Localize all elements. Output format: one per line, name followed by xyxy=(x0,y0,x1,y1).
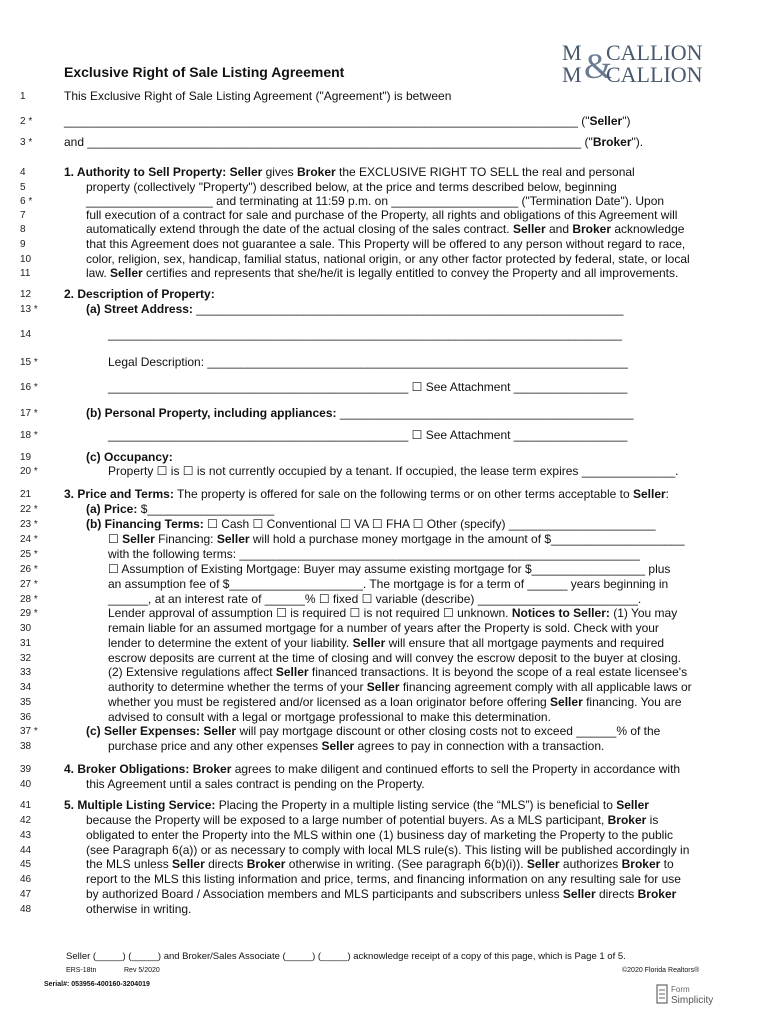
line-number: 36 xyxy=(20,712,32,723)
agreement-line xyxy=(86,902,191,917)
line-number: 21 xyxy=(20,489,32,500)
agreement-line xyxy=(86,406,633,421)
line-number: 6 * xyxy=(20,196,33,207)
line-text: (a) Price: xyxy=(86,502,138,516)
line-text: (see Paragraph 6(a)) or as necessary to comply with local MLS rule(s). This listing will be published accordingly in xyxy=(86,843,690,857)
agreement-line xyxy=(108,621,659,636)
line-text: Broker xyxy=(572,222,612,236)
line-number: 48 xyxy=(20,904,32,915)
line-text: lender to determine the extent of your liability. xyxy=(108,636,353,650)
fs-logo-form: Form xyxy=(671,985,690,994)
line-number: 17 * xyxy=(20,408,38,419)
line-text: agrees to pay in connection with a transaction. xyxy=(354,739,605,753)
line-number: 24 * xyxy=(20,534,38,545)
line-text: 4. Broker Obligations: Broker xyxy=(64,762,232,776)
line-text: authorizes xyxy=(559,857,622,871)
agreement-line xyxy=(64,487,669,502)
line-text: automatically extend through the date of the actual closing of the sales contract. xyxy=(86,222,513,236)
line-text: Legal Description: _______________________________________________________________ xyxy=(108,355,628,369)
line-text: with the following terms: ____________________________________________________________ xyxy=(108,547,640,561)
line-text: and __________________________________________________________________________ (" xyxy=(64,135,593,149)
agreement-line xyxy=(108,532,685,547)
line-text: and xyxy=(545,222,573,236)
line-text: the EXCLUSIVE RIGHT TO SELL the real and personal xyxy=(335,165,635,179)
line-text: this Agreement until a sales contract is pending on the Property. xyxy=(86,777,425,791)
line-number: 34 xyxy=(20,682,32,693)
line-text: escrow deposits are current at the time of closing and will convey the escrow deposit to the buyer at closing. xyxy=(108,651,681,665)
line-number: 11 xyxy=(20,268,31,279)
agreement-line xyxy=(108,355,628,370)
line-text: Seller xyxy=(203,724,237,738)
line-number: 28 * xyxy=(20,594,38,605)
line-text: gives xyxy=(262,165,297,179)
line-number: 2 * xyxy=(20,116,33,127)
agreement-line xyxy=(108,680,692,695)
agreement-line xyxy=(108,665,687,680)
line-number: 33 xyxy=(20,667,32,678)
line-number: 9 xyxy=(20,239,26,250)
line-number: 7 xyxy=(20,210,26,221)
line-text: Placing the Property in a multiple listing service (the “MLS”) is beneficial to xyxy=(215,798,617,812)
agreement-line xyxy=(86,724,660,739)
line-number: 18 * xyxy=(20,430,38,441)
agreement-line xyxy=(64,114,630,129)
line-text: Seller xyxy=(632,487,666,501)
agreement-line xyxy=(86,843,689,858)
line-text: (b) Personal Property, including appliances: xyxy=(86,406,337,420)
agreement-line xyxy=(108,327,622,342)
line-text: whether you must be registered and/or licensed as a loan originator before offering xyxy=(108,695,551,709)
line-number: 1 xyxy=(20,91,26,102)
line-text: advised to consult with a legal or mortgage professional to make this determination. xyxy=(108,710,551,724)
line-text: the MLS unless xyxy=(86,857,173,871)
agreement-line xyxy=(64,165,635,180)
line-number: 16 * xyxy=(20,382,38,393)
line-number: 3 * xyxy=(20,137,33,148)
line-text: 3. Price and Terms: xyxy=(64,487,174,501)
line-text: The property is offered for sale on the following terms or on other terms acceptable to xyxy=(173,487,633,501)
line-text: Seller xyxy=(122,532,155,546)
agreement-line xyxy=(108,562,670,577)
mccallion-logo xyxy=(560,40,730,86)
agreement-line xyxy=(108,577,668,592)
line-number: 37 * xyxy=(20,726,38,737)
line-text: "). xyxy=(631,135,644,149)
line-text: will pay mortgage discount or other closing costs not to exceed ______% of the xyxy=(236,724,661,738)
line-text: Seller xyxy=(216,532,250,546)
line-text: _____________________________________________ ☐ See Attachment _________________ xyxy=(108,428,628,442)
line-text: 5. Multiple Listing Service: xyxy=(64,798,216,812)
line-text: ☐ Cash ☐ Conventional ☐ VA ☐ FHA ☐ Other (specify) ______________________ xyxy=(203,517,656,531)
line-text: remain liable for an assumed mortgage for a number of years after the Property is sold. Check with your xyxy=(108,621,659,635)
line-text: financing. You are xyxy=(582,695,682,709)
line-text: (c) Occupancy: xyxy=(86,450,173,464)
line-number: 29 * xyxy=(20,608,38,619)
agreement-line xyxy=(86,222,684,237)
agreement-line xyxy=(86,302,623,317)
line-text: Notices to Seller: xyxy=(511,606,610,620)
line-text: Seller xyxy=(229,165,263,179)
line-number: 46 xyxy=(20,874,32,885)
line-number: 44 xyxy=(20,845,32,856)
line-number: 30 xyxy=(20,623,32,634)
line-number: 5 xyxy=(20,182,26,193)
agreement-line xyxy=(86,180,617,195)
line-text: Seller xyxy=(512,222,546,236)
line-text: ________________________________________________________________ xyxy=(192,302,624,316)
line-text: Seller xyxy=(589,114,623,128)
line-text: ☐ xyxy=(108,532,123,546)
line-text: _____________________________________________________________________________ xyxy=(108,327,622,341)
line-text: Lender approval of assumption ☐ is required ☐ is not required ☐ unknown. xyxy=(108,606,512,620)
line-text: is xyxy=(646,813,659,827)
form-number: ERS-18tn xyxy=(66,967,97,974)
line-text: to xyxy=(660,857,674,871)
line-text: report to the MLS this listing information and price, terms, and financing information on any resulting sale for use xyxy=(86,872,681,886)
line-text: Seller xyxy=(550,695,583,709)
line-text: will ensure that all mortgage payments and required xyxy=(385,636,665,650)
line-text: Broker xyxy=(592,135,632,149)
agreement-line xyxy=(86,266,678,281)
line-number: 19 xyxy=(20,452,32,463)
line-text: (1) You may xyxy=(609,606,678,620)
logo-m-top: M xyxy=(562,40,582,65)
line-text: obligated to enter the Property into the MLS within one (1) business day of marketing the Property to the public xyxy=(86,828,673,842)
agreement-line xyxy=(86,252,690,267)
form-simplicity-logo xyxy=(656,982,726,1006)
line-text: agrees to make diligent and continued efforts to sell the Property in accordance with xyxy=(231,762,681,776)
line-text: acknowledge xyxy=(611,222,685,236)
agreement-line xyxy=(86,194,664,209)
line-text: (2) Extensive regulations affect xyxy=(108,665,276,679)
line-number: 15 * xyxy=(20,357,38,368)
agreement-line xyxy=(86,828,673,843)
line-number: 25 * xyxy=(20,549,38,560)
acknowledgement-line: Seller (_____) (_____) and Broker/Sales Associate (_____) (_____) acknowledge receipt of a copy of this page, which is Page 1 of 5. xyxy=(66,951,626,962)
agreement-line xyxy=(64,762,680,777)
line-number: 31 xyxy=(20,638,32,649)
line-number: 22 * xyxy=(20,504,38,515)
line-text: 1. Authority to Sell Property: xyxy=(64,165,227,179)
line-text: authority to determine whether the terms of your xyxy=(108,680,367,694)
line-text: Seller xyxy=(616,798,649,812)
line-number: 45 xyxy=(20,859,32,870)
agreement-line xyxy=(108,464,679,479)
line-number: 41 xyxy=(20,800,32,811)
fs-logo-simplicity: Simplicity xyxy=(671,995,714,1006)
line-text: Broker xyxy=(637,887,677,901)
line-text: directs xyxy=(204,857,247,871)
agreement-line xyxy=(108,547,640,562)
line-number: 40 xyxy=(20,779,32,790)
line-number: 8 xyxy=(20,224,26,235)
line-text: purchase price and any other expenses xyxy=(108,739,322,753)
line-text: ___________________ and terminating at 11:59 p.m. on ___________________ ("Termination Date"). Upon xyxy=(86,194,665,208)
agreement-line xyxy=(108,380,627,395)
agreement-line xyxy=(108,651,681,666)
agreement-line xyxy=(108,695,682,710)
line-number: 13 * xyxy=(20,304,38,315)
line-text: because the Property will be exposed to a large number of potential buyers. As a MLS participant, xyxy=(86,813,608,827)
logo-ampersand: & xyxy=(584,46,613,86)
line-number: 14 xyxy=(20,329,32,340)
line-number: 42 xyxy=(20,815,32,826)
line-number: 35 xyxy=(20,697,32,708)
agreement-line xyxy=(86,237,685,252)
line-text: Seller xyxy=(562,887,596,901)
line-text: Seller xyxy=(526,857,560,871)
logo-callion-top: CALLION xyxy=(606,40,703,65)
agreement-line xyxy=(108,636,664,651)
serial-number: Serial#: 053956-400160-3204019 xyxy=(44,981,150,988)
agreement-line xyxy=(86,857,674,872)
document-title: Exclusive Right of Sale Listing Agreement xyxy=(64,64,345,80)
line-text: 2. Description of Property: xyxy=(64,287,215,301)
line-number: 23 * xyxy=(20,519,38,530)
line-number: 38 xyxy=(20,741,32,752)
line-text: (b) Financing Terms: xyxy=(86,517,204,531)
logo-m-bottom: M xyxy=(562,62,582,86)
line-text: by authorized Board / Association members and MLS participants and subscribers unless xyxy=(86,887,563,901)
line-number: 27 * xyxy=(20,579,38,590)
agreement-line xyxy=(64,798,649,813)
line-text: Seller xyxy=(275,665,309,679)
agreement-line xyxy=(86,502,274,517)
line-text: Seller xyxy=(321,739,355,753)
line-number: 10 xyxy=(20,254,32,265)
line-text: Seller xyxy=(366,680,400,694)
line-number: 39 xyxy=(20,764,32,775)
line-text: property (collectively "Property") described below, at the price and terms described below, beginning xyxy=(86,180,617,194)
agreement-line xyxy=(108,710,551,725)
line-text: full execution of a contract for sale and purchase of the Property, all rights and obligations of this Agreement will xyxy=(86,208,678,222)
line-number: 4 xyxy=(20,167,26,178)
line-text: _____________________________________________________________________________ (" xyxy=(64,114,590,128)
line-text: otherwise in writing. (See paragraph 6(b)(i)). xyxy=(285,857,527,871)
line-text: (a) Street Address: xyxy=(86,302,193,316)
line-text: law. xyxy=(86,266,111,280)
line-number: 12 xyxy=(20,289,32,300)
line-text: Seller xyxy=(352,636,386,650)
line-text: Property ☐ is ☐ is not currently occupied by a tenant. If occupied, the lease term expires ______________. xyxy=(108,464,679,478)
agreement-line xyxy=(108,592,641,607)
line-text: _____________________________________________ ☐ See Attachment _________________ xyxy=(108,380,628,394)
agreement-line xyxy=(86,813,658,828)
line-text: Financing: xyxy=(154,532,217,546)
agreement-line xyxy=(86,208,677,223)
agreement-line xyxy=(86,777,425,792)
agreement-line xyxy=(86,517,656,532)
line-text: an assumption fee of $____________________. The mortgage is for a term of ______ years beginning in xyxy=(108,577,669,591)
line-text: Broker xyxy=(296,165,336,179)
copyright: ©2020 Florida Realtors® xyxy=(622,967,700,974)
line-text: otherwise in writing. xyxy=(86,902,192,916)
line-text: Seller xyxy=(172,857,205,871)
line-text: ☐ Assumption of Existing Mortgage: Buyer may assume existing mortgage for $_________________ plus xyxy=(108,562,671,576)
agreement-line xyxy=(108,428,627,443)
agreement-line xyxy=(86,450,173,465)
agreement-line xyxy=(64,89,451,104)
line-text: color, religion, sex, handicap, familial status, national origin, or any other factor protected by federal, state, or local xyxy=(86,252,690,266)
revision-date: Rev 5/2020 xyxy=(124,967,160,974)
agreement-line xyxy=(64,287,215,302)
line-text: This Exclusive Right of Sale Listing Agreement ("Agreement") is between xyxy=(64,89,452,103)
agreement-line xyxy=(108,606,677,621)
line-number: 32 xyxy=(20,653,32,664)
line-text: ____________________________________________ xyxy=(336,406,634,420)
line-text: directs xyxy=(595,887,638,901)
line-text: $___________________ xyxy=(137,502,275,516)
line-number: 20 * xyxy=(20,466,38,477)
line-text: financed transactions. It is beyond the scope of a real estate licensee's xyxy=(308,665,688,679)
agreement-line xyxy=(86,887,676,902)
line-text: ______, at an interest rate of ______% ☐ fixed ☐ variable (describe) ________________________. xyxy=(108,592,642,606)
line-text: Broker xyxy=(607,813,647,827)
agreement-line xyxy=(108,739,604,754)
line-text: Broker xyxy=(246,857,286,871)
line-text: Broker xyxy=(621,857,661,871)
line-text: (c) Seller Expenses: xyxy=(86,724,201,738)
line-text: financing agreement comply with all applicable laws or xyxy=(399,680,692,694)
line-text: certifies and represents that she/he/it is legally entitled to convey the Property and all improvements. xyxy=(142,266,679,280)
line-text: will hold a purchase money mortgage in the amount of $____________________ xyxy=(249,532,685,546)
line-text: ") xyxy=(622,114,631,128)
line-number: 47 xyxy=(20,889,32,900)
line-text: that this Agreement does not guarantee a sale. This Property will be offered to any person without regard to race, xyxy=(86,237,686,251)
logo-callion-bottom: CALLION xyxy=(606,62,703,86)
agreement-line xyxy=(64,135,643,150)
line-number: 26 * xyxy=(20,564,38,575)
agreement-line xyxy=(86,872,681,887)
line-text: Seller xyxy=(110,266,143,280)
line-text: : xyxy=(665,487,670,501)
line-number: 43 xyxy=(20,830,32,841)
